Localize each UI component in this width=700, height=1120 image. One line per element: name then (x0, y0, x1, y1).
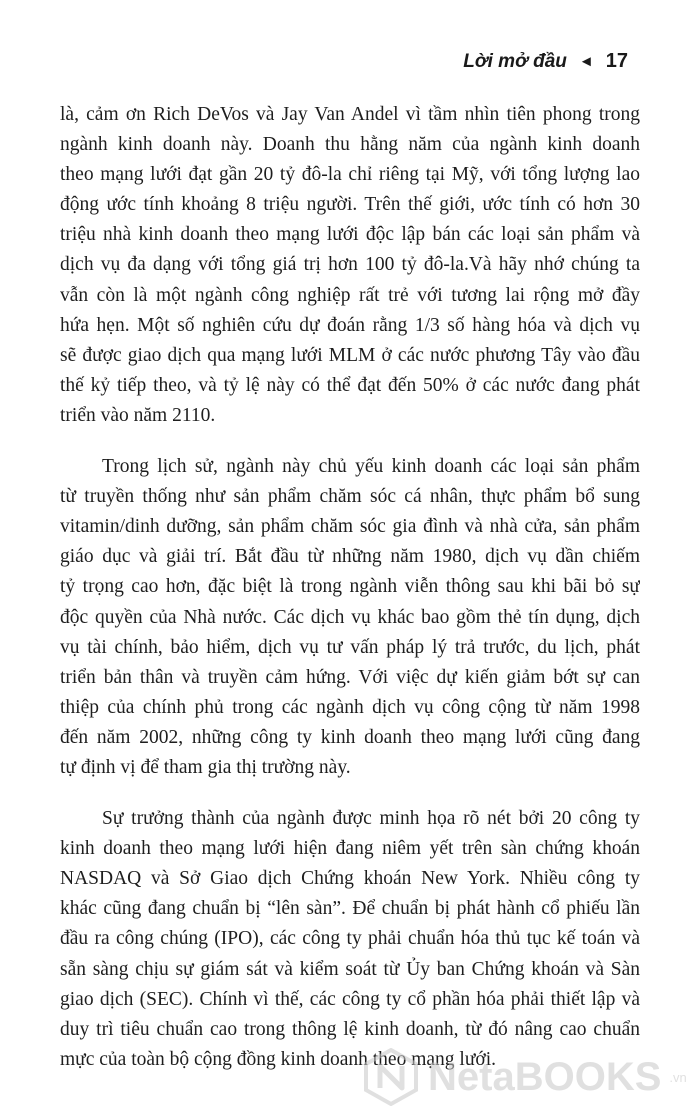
text-line: vẫn còn là một ngành công nghiệp rất trẻ với tương lai rộng mở đầy (60, 284, 640, 306)
text-line: vụ tài chính, bảo hiểm, dịch vụ tư vấn pháp lý trả trước, du lịch, phát (60, 636, 640, 658)
text-line: giáo dục và giải trí. Bắt đầu từ những năm 1980, dịch vụ dần chiếm (60, 546, 640, 568)
text-line: mực của toàn bộ cộng đồng kinh doanh theo mạng lưới. (60, 1048, 496, 1070)
paragraph-gap (60, 431, 640, 452)
text-line: đến năm 2002, những công ty kinh doanh theo mạng lưới cũng đang (60, 726, 640, 748)
text-line: vitamin/dinh dưỡng, sản phẩm chăm sóc gia đình và nhà cửa, sản phẩm (60, 516, 640, 538)
text-line: sẵn sàng chịu sự giám sát và kiểm soát từ Ủy ban Chứng khoán và Sàn (60, 958, 640, 980)
paragraph (60, 804, 640, 1075)
text-line: khác cũng đang chuẩn bị “lên sàn”. Để chuẩn bị phát hành cổ phiếu lần (60, 898, 640, 920)
netabooks-logo-icon (362, 1048, 420, 1106)
text-line: duy trì tiêu chuẩn cao trong thông lệ kinh doanh, từ đó nâng cao chuẩn (60, 1018, 640, 1040)
text-line: thiệp của chính phủ trong các ngành dịch vụ công cộng từ năm 1998 (60, 696, 640, 718)
watermark-brand: NetaBOOKS (428, 1054, 662, 1099)
watermark-suffix: .vn (669, 1069, 687, 1085)
text-line: từ truyền thống như sản phẩm chăm sóc cá nhân, thực phẩm bổ sung (60, 486, 640, 508)
text-line: Trong lịch sử, ngành này chủ yếu kinh doanh các loại sản phẩm (102, 456, 640, 478)
text-line: theo mạng lưới đạt gần 20 tỷ đô-la chỉ riêng tại Mỹ, với tổng lượng lao (60, 164, 640, 186)
paragraph (60, 100, 640, 431)
text-line: tự định vị để tham gia thị trường này. (60, 756, 351, 778)
page-body-text (60, 100, 640, 1075)
section-title: Lời mở đầu (463, 50, 567, 72)
left-arrow-icon: ◄ (578, 53, 594, 70)
paragraph-gap (60, 783, 640, 804)
text-line: là, cảm ơn Rich DeVos và Jay Van Andel vì tầm nhìn tiên phong trong (60, 104, 640, 125)
text-line: triển bản thân và truyền cảm hứng. Với việc dự kiến giảm bớt sự can (60, 666, 640, 688)
text-line: thế kỷ tiếp theo, và tỷ lệ này có thể đạt đến 50% ở các nước đang phát (60, 374, 640, 396)
text-line: triệu nhà kinh doanh theo mạng lưới độc lập bán các loại sản phẩm và (60, 224, 640, 246)
text-line: sẽ được giao dịch qua mạng lưới MLM ở các nước phương Tây vào đầu (60, 344, 640, 366)
paragraph (60, 452, 640, 783)
text-line: động ước tính khoảng 8 triệu người. Trên thế giới, ước tính có hơn 30 (60, 194, 640, 216)
watermark (362, 1048, 687, 1106)
text-line: hứa hẹn. Một số nghiên cứu dự đoán rằng 1/3 số hàng hóa và dịch vụ (60, 314, 640, 336)
page-number: 17 (605, 50, 628, 72)
text-line: NASDAQ và Sở Giao dịch Chứng khoán New York. Nhiều công ty (60, 868, 640, 890)
text-line: độc quyền của Nhà nước. Các dịch vụ khác bao gồm thẻ tín dụng, dịch (60, 606, 640, 628)
text-line: giao dịch (SEC). Chính vì thế, các công ty cổ phần hóa phải thiết lập và (60, 988, 640, 1010)
text-line: triển vào năm 2110. (60, 404, 216, 426)
text-line: đầu ra công chúng (IPO), các công ty phải chuẩn hóa thủ tục kế toán và (60, 928, 640, 950)
text-line: ngành kinh doanh này. Doanh thu hằng năm của ngành kinh doanh (60, 134, 640, 156)
text-line: kinh doanh theo mạng lưới hiện đang niêm yết trên sàn chứng khoán (60, 838, 640, 860)
running-head (463, 50, 628, 73)
text-line: tỷ trọng cao hơn, đặc biệt là trong ngành viễn thông sau khi bãi bỏ sự (60, 576, 640, 598)
text-line: Sự trưởng thành của ngành được minh họa rõ nét bởi 20 công ty (102, 808, 640, 830)
text-line: dịch vụ đa dạng với tổng giá trị hơn 100 tỷ đô-la.Và hãy nhớ chúng ta (60, 254, 640, 276)
